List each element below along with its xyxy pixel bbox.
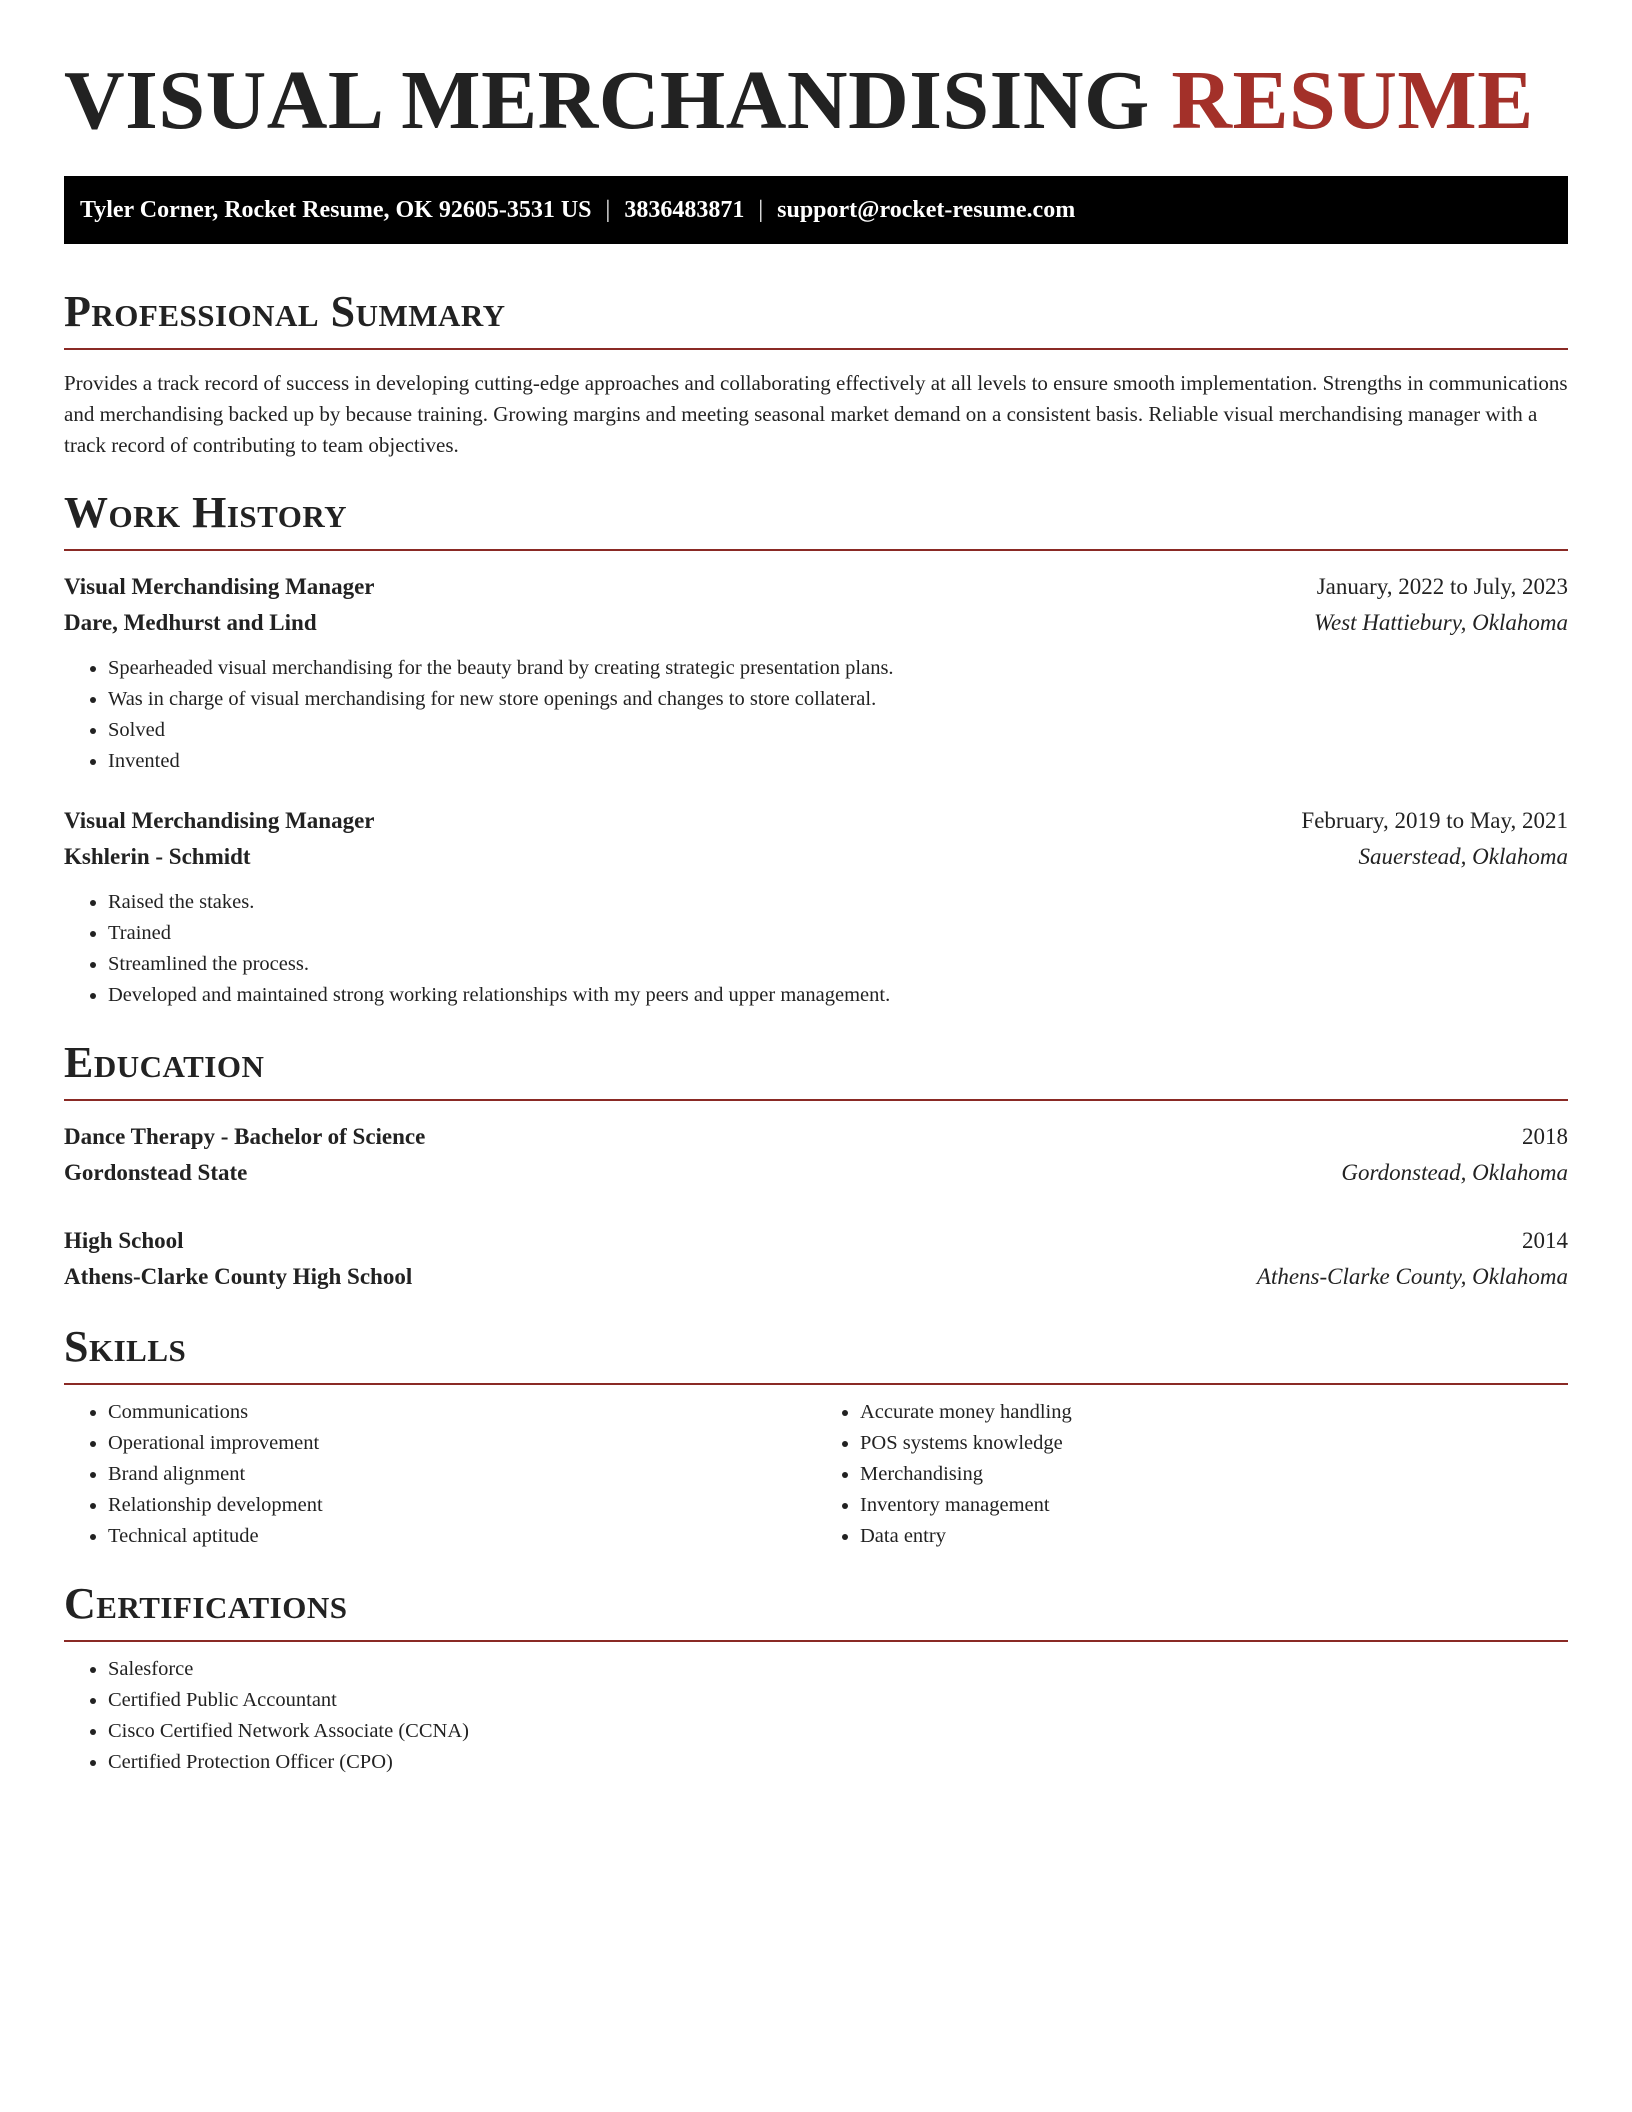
job-dates: January, 2022 to July, 2023 <box>1316 574 1568 599</box>
contact-phone: 3836483871 <box>624 197 745 223</box>
job-location: Sauerstead, Oklahoma <box>1358 844 1568 869</box>
contact-address: Tyler Corner, Rocket Resume, OK 92605-3531 US <box>80 197 592 223</box>
education-year: 2018 <box>1522 1124 1568 1149</box>
contact-separator: | <box>605 197 611 223</box>
certification-item: • Certified Public Accountant <box>108 1685 1568 1716</box>
job-bullet: • Was in charge of visual merchandising for new store openings and changes to store collateral. <box>108 684 1568 715</box>
job-bullet: • Streamlined the process. <box>108 949 1568 980</box>
summary-section <box>64 286 1568 461</box>
education-location: Athens-Clarke County, Oklahoma <box>1256 1264 1568 1289</box>
skills-columns <box>64 1385 1568 1552</box>
education-school: Gordonstead State <box>64 1160 248 1185</box>
education-school-row <box>64 1259 1568 1295</box>
education-school-row <box>64 1155 1568 1191</box>
education-degree-row <box>64 1119 1568 1155</box>
skill-item: • Communications <box>108 1397 816 1428</box>
skill-item: • Relationship development <box>108 1490 816 1521</box>
certifications-heading: Certifications <box>64 1579 348 1628</box>
certification-item: • Cisco Certified Network Associate (CCNA) <box>108 1716 1568 1747</box>
skill-item: • Brand alignment <box>108 1459 816 1490</box>
job-dates: February, 2019 to May, 2021 <box>1301 808 1568 833</box>
job-bullet: • Spearheaded visual merchandising for the beauty brand by creating strategic presentation plans. <box>108 653 1568 684</box>
job-bullet: • Raised the stakes. <box>108 887 1568 918</box>
education-heading: Education <box>64 1038 265 1087</box>
title-primary: VISUAL MERCHANDISING <box>64 54 1150 147</box>
job-company-row <box>64 839 1568 875</box>
job-location: West Hattiebury, Oklahoma <box>1313 610 1568 635</box>
section-divider <box>64 1099 1568 1101</box>
education-entry <box>64 1223 1568 1295</box>
certifications-section <box>64 1578 1568 1778</box>
section-divider <box>64 549 1568 551</box>
job-title: Visual Merchandising Manager <box>64 808 375 833</box>
resume-title <box>64 0 1568 150</box>
certification-item: • Salesforce <box>108 1654 1568 1685</box>
job-bullet: • Developed and maintained strong working relationships with my peers and upper management. <box>108 980 1568 1011</box>
skills-list-right <box>816 1397 1568 1552</box>
education-year: 2014 <box>1522 1228 1568 1253</box>
skill-item: • Inventory management <box>860 1490 1568 1521</box>
job-company: Dare, Medhurst and Lind <box>64 610 317 635</box>
education-degree-row <box>64 1223 1568 1259</box>
certifications-list <box>64 1654 1568 1778</box>
skill-item: • Data entry <box>860 1521 1568 1552</box>
summary-text: Provides a track record of success in developing cutting-edge approaches and collaborating effectively at all levels to ensure smooth implementation. Strengths in communications and merchandising backed up by because training. Growing margins and meeting seasonal market demand on a consistent basis. Reliable visual merchandising manager with a track record of contributing to team objectives. <box>64 371 1568 457</box>
work-history-section <box>64 487 1568 1011</box>
job-header-row <box>64 803 1568 839</box>
job-bullet: • Invented <box>108 746 1568 777</box>
work-history-heading: Work History <box>64 488 348 537</box>
job-bullet: • Solved <box>108 715 1568 746</box>
education-entry <box>64 1119 1568 1191</box>
job-header-row <box>64 569 1568 605</box>
skill-item: • Operational improvement <box>108 1428 816 1459</box>
skill-item: • Merchandising <box>860 1459 1568 1490</box>
section-divider <box>64 1640 1568 1642</box>
job-entry <box>64 569 1568 777</box>
skill-item: • Technical aptitude <box>108 1521 816 1552</box>
job-title: Visual Merchandising Manager <box>64 574 375 599</box>
education-degree: Dance Therapy - Bachelor of Science <box>64 1124 426 1149</box>
certification-item: • Certified Protection Officer (CPO) <box>108 1747 1568 1778</box>
education-school: Athens-Clarke County High School <box>64 1264 413 1289</box>
job-company-row <box>64 605 1568 641</box>
education-section <box>64 1037 1568 1295</box>
section-divider <box>64 348 1568 350</box>
skill-item: • Accurate money handling <box>860 1397 1568 1428</box>
skill-item: • POS systems knowledge <box>860 1428 1568 1459</box>
job-company: Kshlerin - Schmidt <box>64 844 251 869</box>
education-degree: High School <box>64 1228 184 1253</box>
skills-list-left <box>64 1397 816 1552</box>
skills-section <box>64 1321 1568 1552</box>
job-bullet: • Trained <box>108 918 1568 949</box>
contact-bar <box>64 176 1568 244</box>
title-accent: RESUME <box>1171 54 1534 147</box>
contact-email: support@rocket-resume.com <box>777 197 1076 223</box>
job-bullets <box>64 653 1568 777</box>
summary-heading: Professional Summary <box>64 287 506 336</box>
skills-heading: Skills <box>64 1322 187 1371</box>
job-bullets <box>64 887 1568 1011</box>
contact-separator: | <box>758 197 764 223</box>
job-entry <box>64 803 1568 1011</box>
education-location: Gordonstead, Oklahoma <box>1341 1160 1568 1185</box>
